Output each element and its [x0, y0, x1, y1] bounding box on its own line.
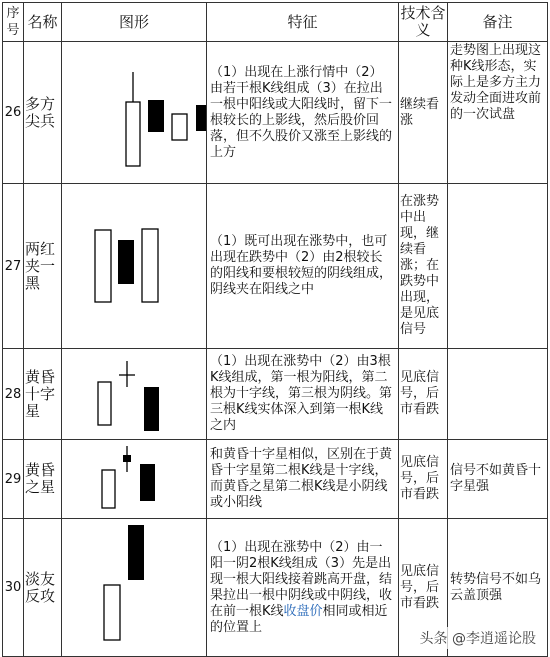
candlestick-figure-30 — [62, 519, 206, 656]
candlestick-figure-27 — [62, 184, 206, 348]
pattern-feature — [207, 519, 399, 657]
candle-bullish — [142, 229, 158, 302]
pattern-feature: 和黄昏十字星相似，区别在于黄昏十字星第二根K线是十字线，而黄昏之星第二根K线是小阴线或小阳线 — [207, 440, 399, 519]
pattern-figure — [62, 42, 207, 184]
row-number: 27 — [3, 184, 24, 349]
header-row — [3, 3, 548, 42]
candle-bullish — [104, 585, 120, 640]
candle-bearish — [148, 100, 164, 132]
pattern-feature: （1）出现在上涨行情中（2）由若干根K线组成（3）在拉出一根中阳线或大阳线时，留下一根较长的上影线，然后股价回落，但不久股价又涨至上影线的上方 — [207, 42, 399, 184]
pattern-name: 两红夹一黑 — [24, 184, 62, 349]
remark — [448, 184, 548, 349]
technical-meaning: 见底信号，后市看跌 — [399, 440, 448, 519]
candle-bullish — [126, 102, 140, 166]
row-number: 28 — [3, 349, 24, 440]
candle-bearish — [196, 105, 206, 131]
small-candle — [123, 455, 131, 462]
candlestick-figure-28 — [62, 349, 206, 439]
candle-bearish — [128, 525, 144, 580]
feature-text: （1）出现在涨势中（2）由一阳一阴2根K线组成（3）先是出现一根大阳线接着跳高开盘，结果拉出一根中阴线或中阴线，收在前一根K线 — [210, 539, 393, 619]
header-remark: 备注 — [448, 3, 548, 42]
remark — [448, 349, 548, 440]
candle-bearish — [140, 464, 155, 501]
table-row — [3, 184, 548, 349]
pattern-name: 黄昏之星 — [24, 440, 62, 519]
header-figure: 图形 — [62, 3, 207, 42]
row-number: 29 — [3, 440, 24, 519]
header-feature: 特征 — [207, 3, 399, 42]
closing-price-link[interactable]: 收盘价 — [283, 603, 323, 619]
table-row — [3, 349, 548, 440]
pattern-name: 黄昏十字星 — [24, 349, 62, 440]
header-meaning: 技术含义 — [399, 3, 448, 42]
watermark: 头条 @李逍遥论股 — [416, 627, 540, 649]
candle-bearish — [118, 240, 134, 284]
candlestick-figure-29 — [62, 440, 206, 518]
table-row — [3, 42, 548, 184]
pattern-feature: （1）出现在涨势中（2）由3根K线组成，第一根为阳线，第二根为十字线，第三根为阴线。第三根K线实体深入到第一根K线之内 — [207, 349, 399, 440]
pattern-name: 淡友反攻 — [24, 519, 62, 657]
pattern-figure — [62, 440, 207, 519]
feature-text: 相同或相近的位置上 — [210, 603, 388, 635]
candle-bearish — [144, 387, 159, 431]
pattern-figure — [62, 349, 207, 440]
remark: 走势图上出现这种K线形态，实际上是多方主力发动全面进攻前的一次试盘 — [448, 42, 548, 184]
table-row — [3, 440, 548, 519]
pattern-name: 多方尖兵 — [24, 42, 62, 184]
row-number: 26 — [3, 42, 24, 184]
candle-bullish — [95, 230, 111, 302]
technical-meaning: 继续看涨 — [399, 42, 448, 184]
candlestick-patterns-table — [2, 2, 548, 657]
row-number: 30 — [3, 519, 24, 657]
remark: 转势信号不如乌云盖顶强 — [448, 519, 548, 657]
technical-meaning: 在涨势中出现，继续看涨；在跌势中出现，是见底信号 — [399, 184, 448, 349]
technical-meaning: 见底信号，后市看跌 — [399, 349, 448, 440]
pattern-figure — [62, 519, 207, 657]
header-name: 名称 — [24, 3, 62, 42]
candle-bullish — [102, 470, 115, 508]
pattern-feature: （1）既可出现在涨势中，也可出现在跌势中（2）由2根较长的阳线和要根较短的阴线组成，阴线夹在阳线之中 — [207, 184, 399, 349]
technical-meaning: 见底信号，后市看跌 — [399, 519, 448, 657]
candle-bullish — [172, 114, 187, 140]
candle-bullish — [98, 382, 111, 425]
pattern-figure — [62, 184, 207, 349]
header-no: 序号 — [3, 3, 24, 42]
remark: 信号不如黄昏十字星强 — [448, 440, 548, 519]
candlestick-figure-26 — [62, 42, 206, 183]
